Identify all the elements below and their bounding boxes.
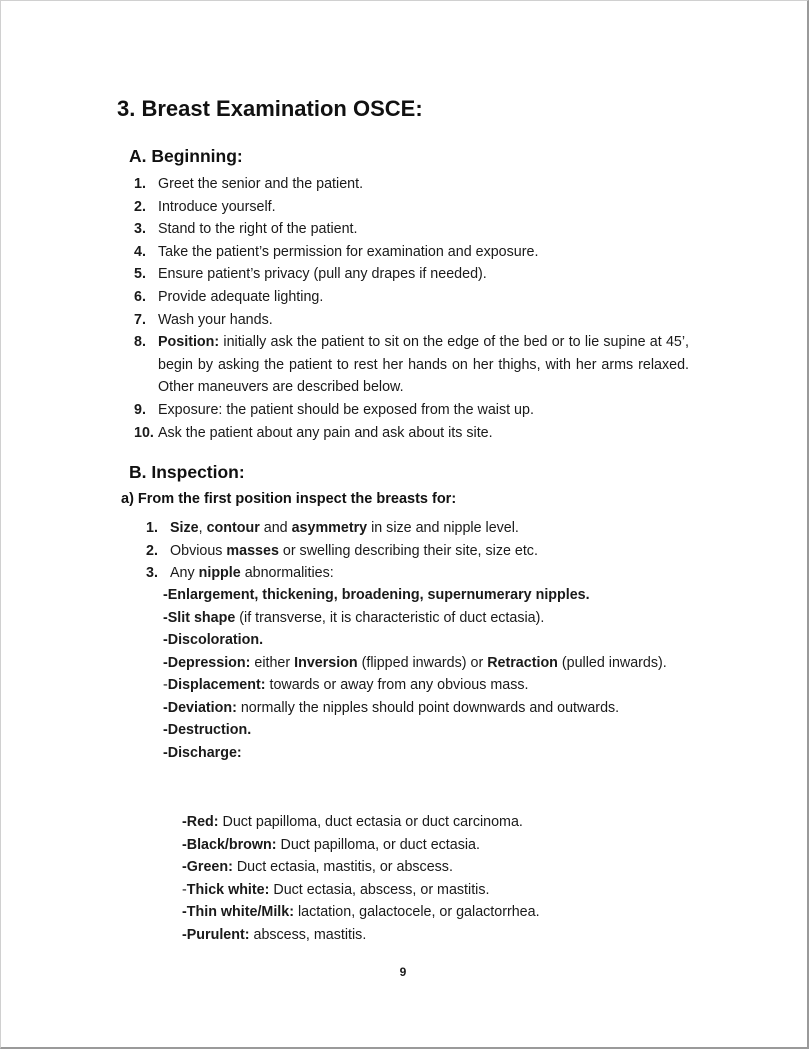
list-item: 1. Greet the senior and the patient.: [134, 176, 364, 192]
inspection-sub-heading: a) From the first position inspect the breasts for:: [121, 491, 457, 507]
inspection-list: [146, 517, 691, 585]
discharge-item-purulent: -Purulent: abscess, mastitis.: [182, 926, 367, 943]
discharge-item-red: -Red: Duct papilloma, duct ectasia or duct carcinoma.: [182, 814, 523, 830]
discharge-item-green: -Green: Duct ectasia, mastitis, or abscess.: [182, 859, 453, 875]
discharge-item-black-brown: -Black/brown: Duct papilloma, or duct ectasia.: [182, 836, 480, 853]
discharge-item-thin-white-milk: -Thin white/Milk: lactation, galactocele, or galactorrhea.: [182, 904, 540, 920]
list-item: 4. Take the patient’s permission for examination and exposure.: [134, 243, 539, 260]
list-item-position: 8. Position: initially ask the patient to sit on the edge of the bed or to lie supine at 45’, begin by asking the patient to rest her hands on her thighs, with her arms relaxed. Other maneuvers are described below.: [134, 334, 689, 396]
nipple-abnormalities: [163, 584, 689, 764]
list-item: 5. Ensure patient’s privacy (pull any drapes if needed).: [134, 266, 487, 283]
nipple-item-discoloration: -Discoloration.: [163, 632, 264, 648]
section-heading-beginning: A. Beginning:: [129, 146, 243, 166]
section-heading-inspection: B. Inspection:: [129, 462, 245, 482]
nipple-item-deviation: -Deviation: normally the nipples should point downwards and outwards.: [163, 699, 620, 716]
list-item: 10. Ask the patient about any pain and ask about its site.: [134, 424, 493, 441]
discharge-item-thick-white: -Thick white: Duct ectasia, abscess, or mastitis.: [182, 881, 490, 898]
list-item: 2. Introduce yourself.: [134, 198, 276, 215]
page-number: 9: [399, 965, 407, 979]
list-item: 7. Wash your hands.: [134, 311, 273, 328]
list-item: 3. Any nipple abnormalities:: [146, 565, 334, 582]
nipple-item-destruction: -Destruction.: [163, 722, 252, 738]
list-item: 6. Provide adequate lighting.: [134, 288, 324, 305]
nipple-item-slit-shape: -Slit shape (if transverse, it is characteristic of duct ectasia).: [163, 609, 545, 626]
list-item: 3. Stand to the right of the patient.: [134, 221, 358, 238]
nipple-item-depression: -Depression: either Inversion (flipped inwards) or Retraction (pulled inwards).: [163, 654, 667, 671]
nipple-item-displacement: -Displacement: towards or away from any obvious mass.: [163, 677, 529, 693]
page-title: 3. Breast Examination OSCE:: [117, 96, 423, 121]
nipple-item-enlargement: -Enlargement, thickening, broadening, supernumerary nipples.: [163, 587, 590, 603]
discharge-list: [182, 811, 687, 946]
list-item: 2. Obvious masses or swelling describing their site, size etc.: [146, 542, 538, 559]
list-item: 9. Exposure: the patient should be exposed from the waist up.: [134, 401, 534, 418]
nipple-item-discharge: -Discharge:: [163, 744, 242, 761]
list-item: 1. Size, contour and asymmetry in size and nipple level.: [146, 520, 519, 536]
beginning-list: [134, 173, 689, 444]
